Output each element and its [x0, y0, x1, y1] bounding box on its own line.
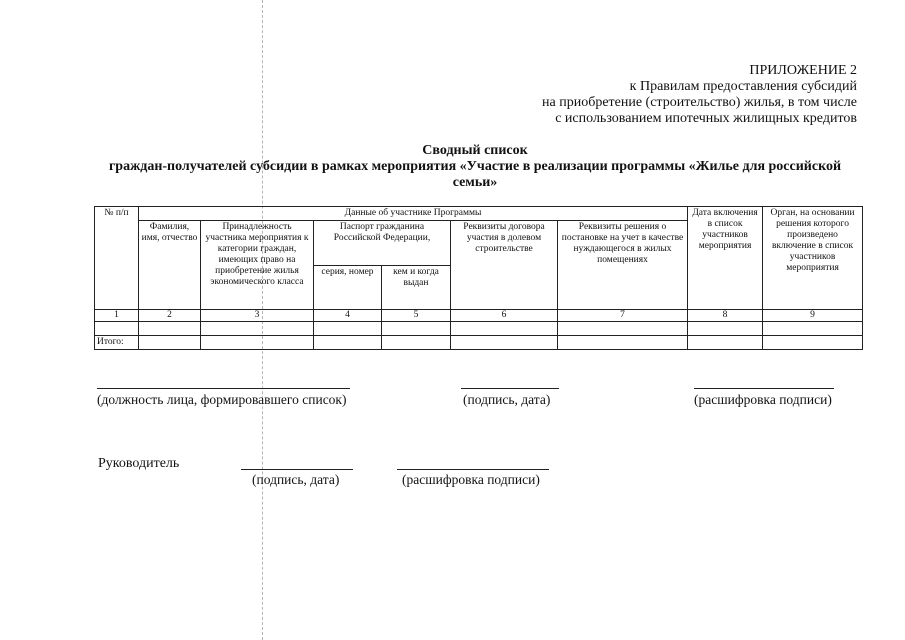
col-decision-header: Реквизиты решения о постановке на учет в качестве нуждающегося в жилых помещениях — [558, 221, 688, 310]
decoding-caption: (расшифровка подписи) — [694, 392, 832, 407]
table-cell — [139, 336, 201, 350]
table-row — [95, 322, 863, 336]
table-cell — [763, 322, 863, 336]
document-title — [95, 143, 855, 191]
table-cell — [382, 336, 451, 350]
table-cell — [688, 322, 763, 336]
appendix-header — [542, 63, 857, 127]
column-number-cell: 3 — [201, 310, 314, 322]
column-number-cell: 6 — [451, 310, 558, 322]
participant-data-header: Данные об участнике Программы — [139, 207, 688, 221]
table-cell — [688, 336, 763, 350]
col-category-header: Принадлежность участника мероприятия к категории граждан, имеющих право на приобретение жилья экономического класса — [201, 221, 314, 310]
col-issued-header: кем и когда выдан — [382, 265, 451, 310]
total-label: Итого: — [95, 336, 139, 350]
signature-date-caption: (подпись, дата) — [463, 392, 551, 407]
column-number-cell: 2 — [139, 310, 201, 322]
table-cell — [139, 322, 201, 336]
appendix-line-2: на приобретение (строительство) жилья, в том числе — [542, 95, 857, 110]
position-caption: (должность лица, формировавшего список) — [97, 392, 347, 407]
head-signature-line — [241, 469, 353, 470]
document-title-line-1: Сводный список — [422, 143, 528, 158]
column-numbers-row — [95, 310, 863, 322]
decoding-line — [694, 388, 834, 389]
col-contract-header: Реквизиты договора участия в долевом строительстве — [451, 221, 558, 310]
column-number-cell: 7 — [558, 310, 688, 322]
col-series-header: серия, номер — [314, 265, 382, 310]
table-cell — [201, 336, 314, 350]
table-cell — [95, 322, 139, 336]
document-title-line-2: граждан-получателей субсидии в рамках мероприятия «Участие в реализации программы «Жилье для российской — [108, 159, 842, 174]
passport-header: Паспорт гражданина Российской Федерации, — [314, 221, 451, 266]
document-title-line-3: семьи» — [452, 175, 498, 190]
head-signature-caption: (подпись, дата) — [252, 472, 340, 487]
appendix-line-3: с использованием ипотечных жилищных кредитов — [555, 111, 857, 126]
total-row — [95, 336, 863, 350]
appendix-title: ПРИЛОЖЕНИЕ 2 — [749, 63, 857, 78]
column-number-cell: 1 — [95, 310, 139, 322]
col-date-header: Дата включения в список участников мероприятия — [688, 207, 763, 310]
column-number-cell: 8 — [688, 310, 763, 322]
table-header-row-1 — [95, 207, 863, 221]
table-cell — [314, 322, 382, 336]
column-number-cell: 9 — [763, 310, 863, 322]
column-number-cell: 4 — [314, 310, 382, 322]
appendix-line-1: к Правилам предоставления субсидий — [629, 79, 857, 94]
col-fio-header: Фамилия, имя, отчество — [139, 221, 201, 310]
head-decoding-line — [397, 469, 549, 470]
table-cell — [763, 336, 863, 350]
head-decoding-caption: (расшифровка подписи) — [402, 472, 540, 487]
head-label: Руководитель — [98, 456, 180, 471]
column-number-cell: 5 — [382, 310, 451, 322]
position-signature-line — [97, 388, 350, 389]
table-cell — [558, 322, 688, 336]
table-cell — [451, 336, 558, 350]
table-cell — [451, 322, 558, 336]
recipients-table — [94, 206, 863, 350]
table-cell — [201, 322, 314, 336]
table-cell — [314, 336, 382, 350]
table-cell — [382, 322, 451, 336]
col-authority-header: Орган, на основании решения которого произведено включение в список участников мероприятия — [763, 207, 863, 310]
col-number-header: № п/п — [95, 207, 139, 310]
table-cell — [558, 336, 688, 350]
signature-date-line — [461, 388, 559, 389]
